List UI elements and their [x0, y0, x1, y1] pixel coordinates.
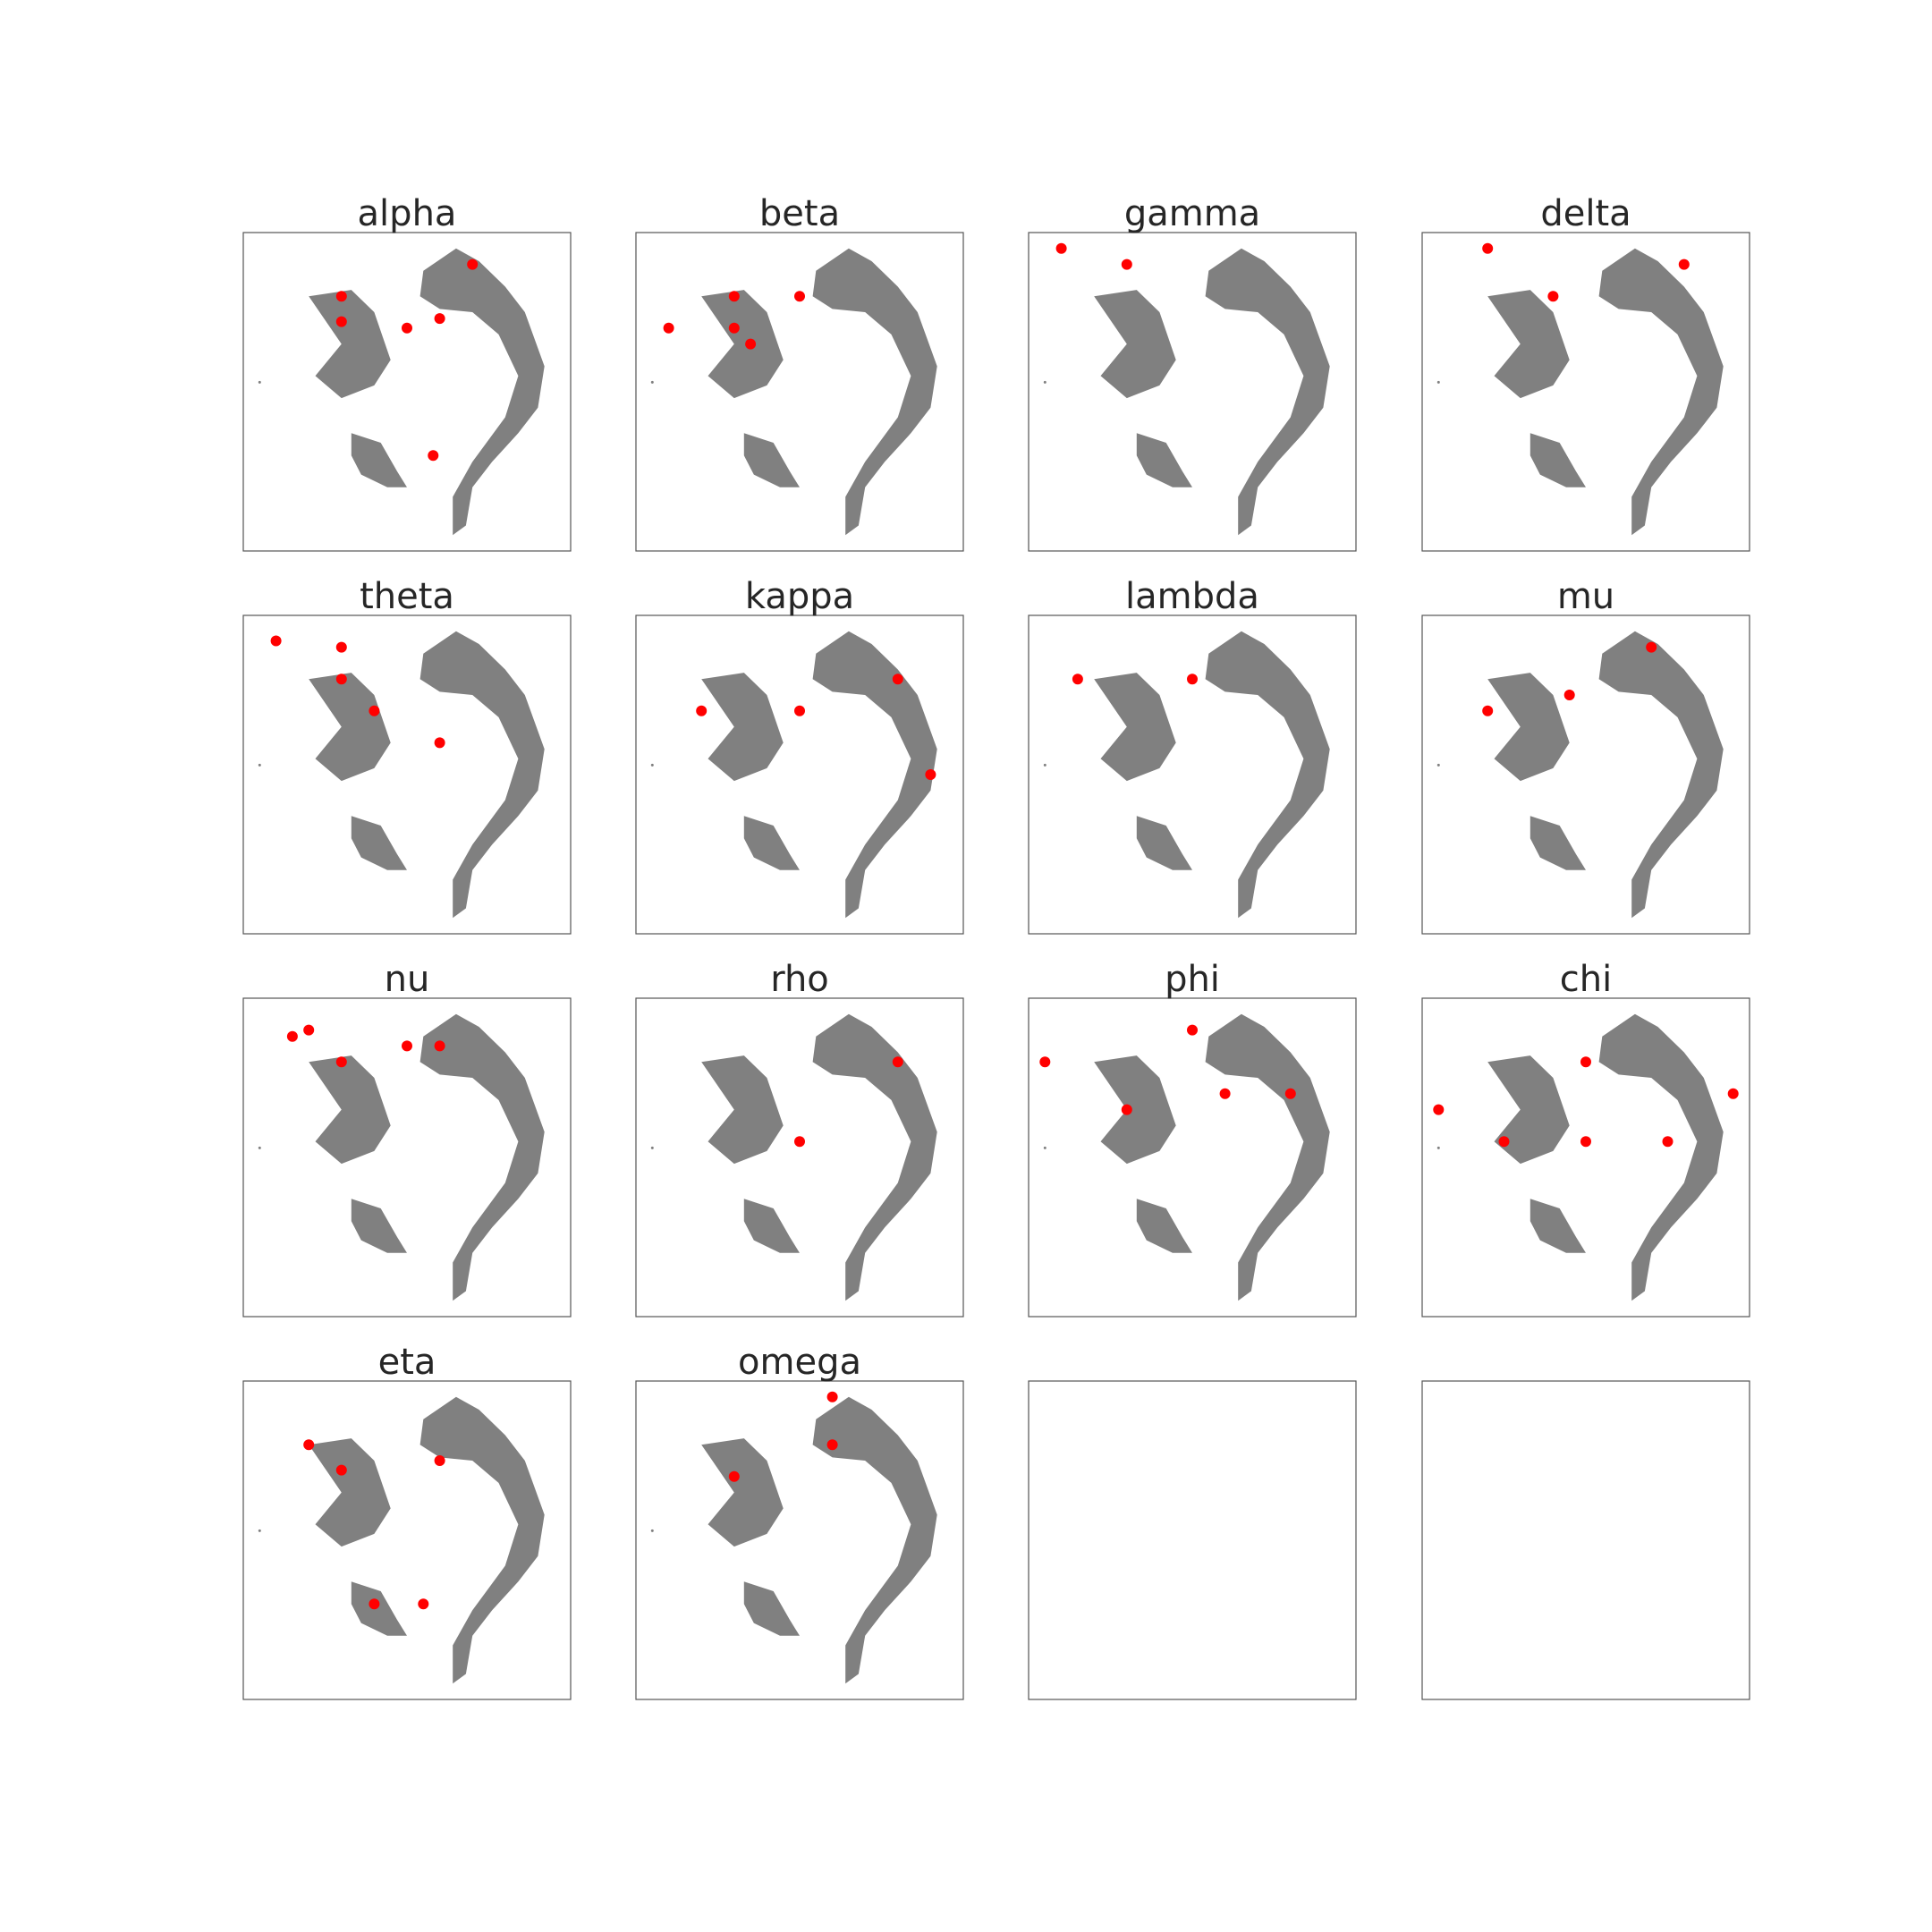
- highlight-point: [369, 1598, 379, 1609]
- highlight-point: [1728, 1089, 1739, 1099]
- highlight-point: [1433, 1105, 1444, 1115]
- background-point: [1437, 764, 1440, 767]
- highlight-point: [336, 642, 347, 653]
- highlight-point: [303, 1439, 314, 1450]
- highlight-point: [794, 1136, 805, 1147]
- highlight-point: [729, 323, 740, 334]
- background-point: [1044, 381, 1046, 384]
- highlight-point: [925, 769, 936, 780]
- highlight-point: [303, 1025, 314, 1036]
- panel-frame: [1422, 1381, 1750, 1699]
- background-point: [1437, 1147, 1440, 1149]
- panel-title: kappa: [744, 576, 855, 617]
- panel-title: delta: [1540, 193, 1631, 234]
- panel-title: mu: [1556, 576, 1615, 617]
- panel-gamma: [1029, 193, 1356, 551]
- panel-rho: [636, 959, 963, 1317]
- highlight-point: [1499, 1136, 1510, 1147]
- background-point: [651, 1530, 654, 1532]
- highlight-point: [1220, 1089, 1231, 1099]
- panel-title: lambda: [1125, 576, 1259, 617]
- highlight-point: [1482, 706, 1493, 716]
- highlight-point: [336, 1056, 347, 1067]
- highlight-point: [1039, 1056, 1050, 1067]
- panel-eta: [243, 1342, 571, 1699]
- highlight-point: [893, 674, 903, 684]
- highlight-point: [1580, 1136, 1591, 1147]
- highlight-point: [1056, 243, 1067, 254]
- highlight-point: [1122, 1105, 1132, 1115]
- highlight-point: [696, 706, 707, 716]
- highlight-point: [794, 291, 805, 301]
- highlight-point: [435, 1040, 445, 1051]
- panel-chi: [1422, 959, 1750, 1317]
- background-point: [258, 381, 261, 384]
- background-point: [651, 764, 654, 767]
- highlight-point: [336, 317, 347, 327]
- highlight-point: [467, 259, 478, 270]
- panel-theta: [243, 576, 571, 934]
- highlight-point: [1564, 690, 1575, 700]
- highlight-point: [369, 706, 379, 716]
- panel-phi: [1029, 959, 1356, 1317]
- highlight-point: [402, 323, 412, 334]
- highlight-point: [1679, 259, 1690, 270]
- panel-alpha: [243, 193, 571, 551]
- panel-title: beta: [758, 193, 841, 234]
- highlight-point: [418, 1598, 428, 1609]
- panel-beta: [636, 193, 963, 551]
- highlight-point: [1482, 243, 1493, 254]
- background-point: [651, 381, 654, 384]
- highlight-point: [664, 323, 674, 334]
- highlight-point: [729, 291, 740, 301]
- panel-title: nu: [384, 959, 430, 1000]
- highlight-point: [336, 1465, 347, 1476]
- highlight-point: [287, 1031, 298, 1042]
- highlight-point: [1187, 1025, 1198, 1036]
- highlight-point: [402, 1040, 412, 1051]
- panel-title: eta: [377, 1342, 436, 1383]
- panel-empty-14: [1029, 1381, 1356, 1699]
- highlight-point: [1580, 1056, 1591, 1067]
- panel-nu: [243, 959, 571, 1317]
- highlight-point: [1072, 674, 1083, 684]
- panel-title: rho: [770, 959, 829, 1000]
- panel-omega: [636, 1342, 963, 1699]
- highlight-point: [1663, 1136, 1674, 1147]
- panel-empty-15: [1422, 1381, 1750, 1699]
- panel-mu: [1422, 576, 1750, 934]
- highlight-point: [336, 674, 347, 684]
- highlight-point: [745, 339, 756, 350]
- background-point: [258, 1147, 261, 1149]
- panel-title: theta: [360, 576, 454, 617]
- highlight-point: [827, 1392, 838, 1402]
- background-point: [258, 764, 261, 767]
- panel-delta: [1422, 193, 1750, 551]
- highlight-point: [435, 737, 445, 748]
- background-point: [258, 1530, 261, 1532]
- panel-title: omega: [738, 1342, 861, 1383]
- highlight-point: [428, 450, 438, 461]
- panel-title: phi: [1165, 959, 1220, 1000]
- highlight-point: [827, 1439, 838, 1450]
- highlight-point: [729, 1471, 740, 1482]
- highlight-point: [435, 1455, 445, 1466]
- panel-frame: [1029, 1381, 1356, 1699]
- panel-title: chi: [1559, 959, 1613, 1000]
- background-point: [1044, 1147, 1046, 1149]
- panel-title: gamma: [1123, 193, 1261, 234]
- highlight-point: [794, 706, 805, 716]
- highlight-point: [1187, 674, 1198, 684]
- highlight-point: [1646, 642, 1657, 653]
- panel-kappa: [636, 576, 963, 934]
- highlight-point: [435, 313, 445, 324]
- panel-title: alpha: [357, 193, 457, 234]
- highlight-point: [1122, 259, 1132, 270]
- background-point: [651, 1147, 654, 1149]
- highlight-point: [1285, 1089, 1296, 1099]
- panel-lambda: [1029, 576, 1356, 934]
- background-point: [1044, 764, 1046, 767]
- highlight-point: [893, 1056, 903, 1067]
- highlight-point: [271, 635, 282, 646]
- highlight-point: [1547, 291, 1558, 301]
- highlight-point: [336, 291, 347, 301]
- background-point: [1437, 381, 1440, 384]
